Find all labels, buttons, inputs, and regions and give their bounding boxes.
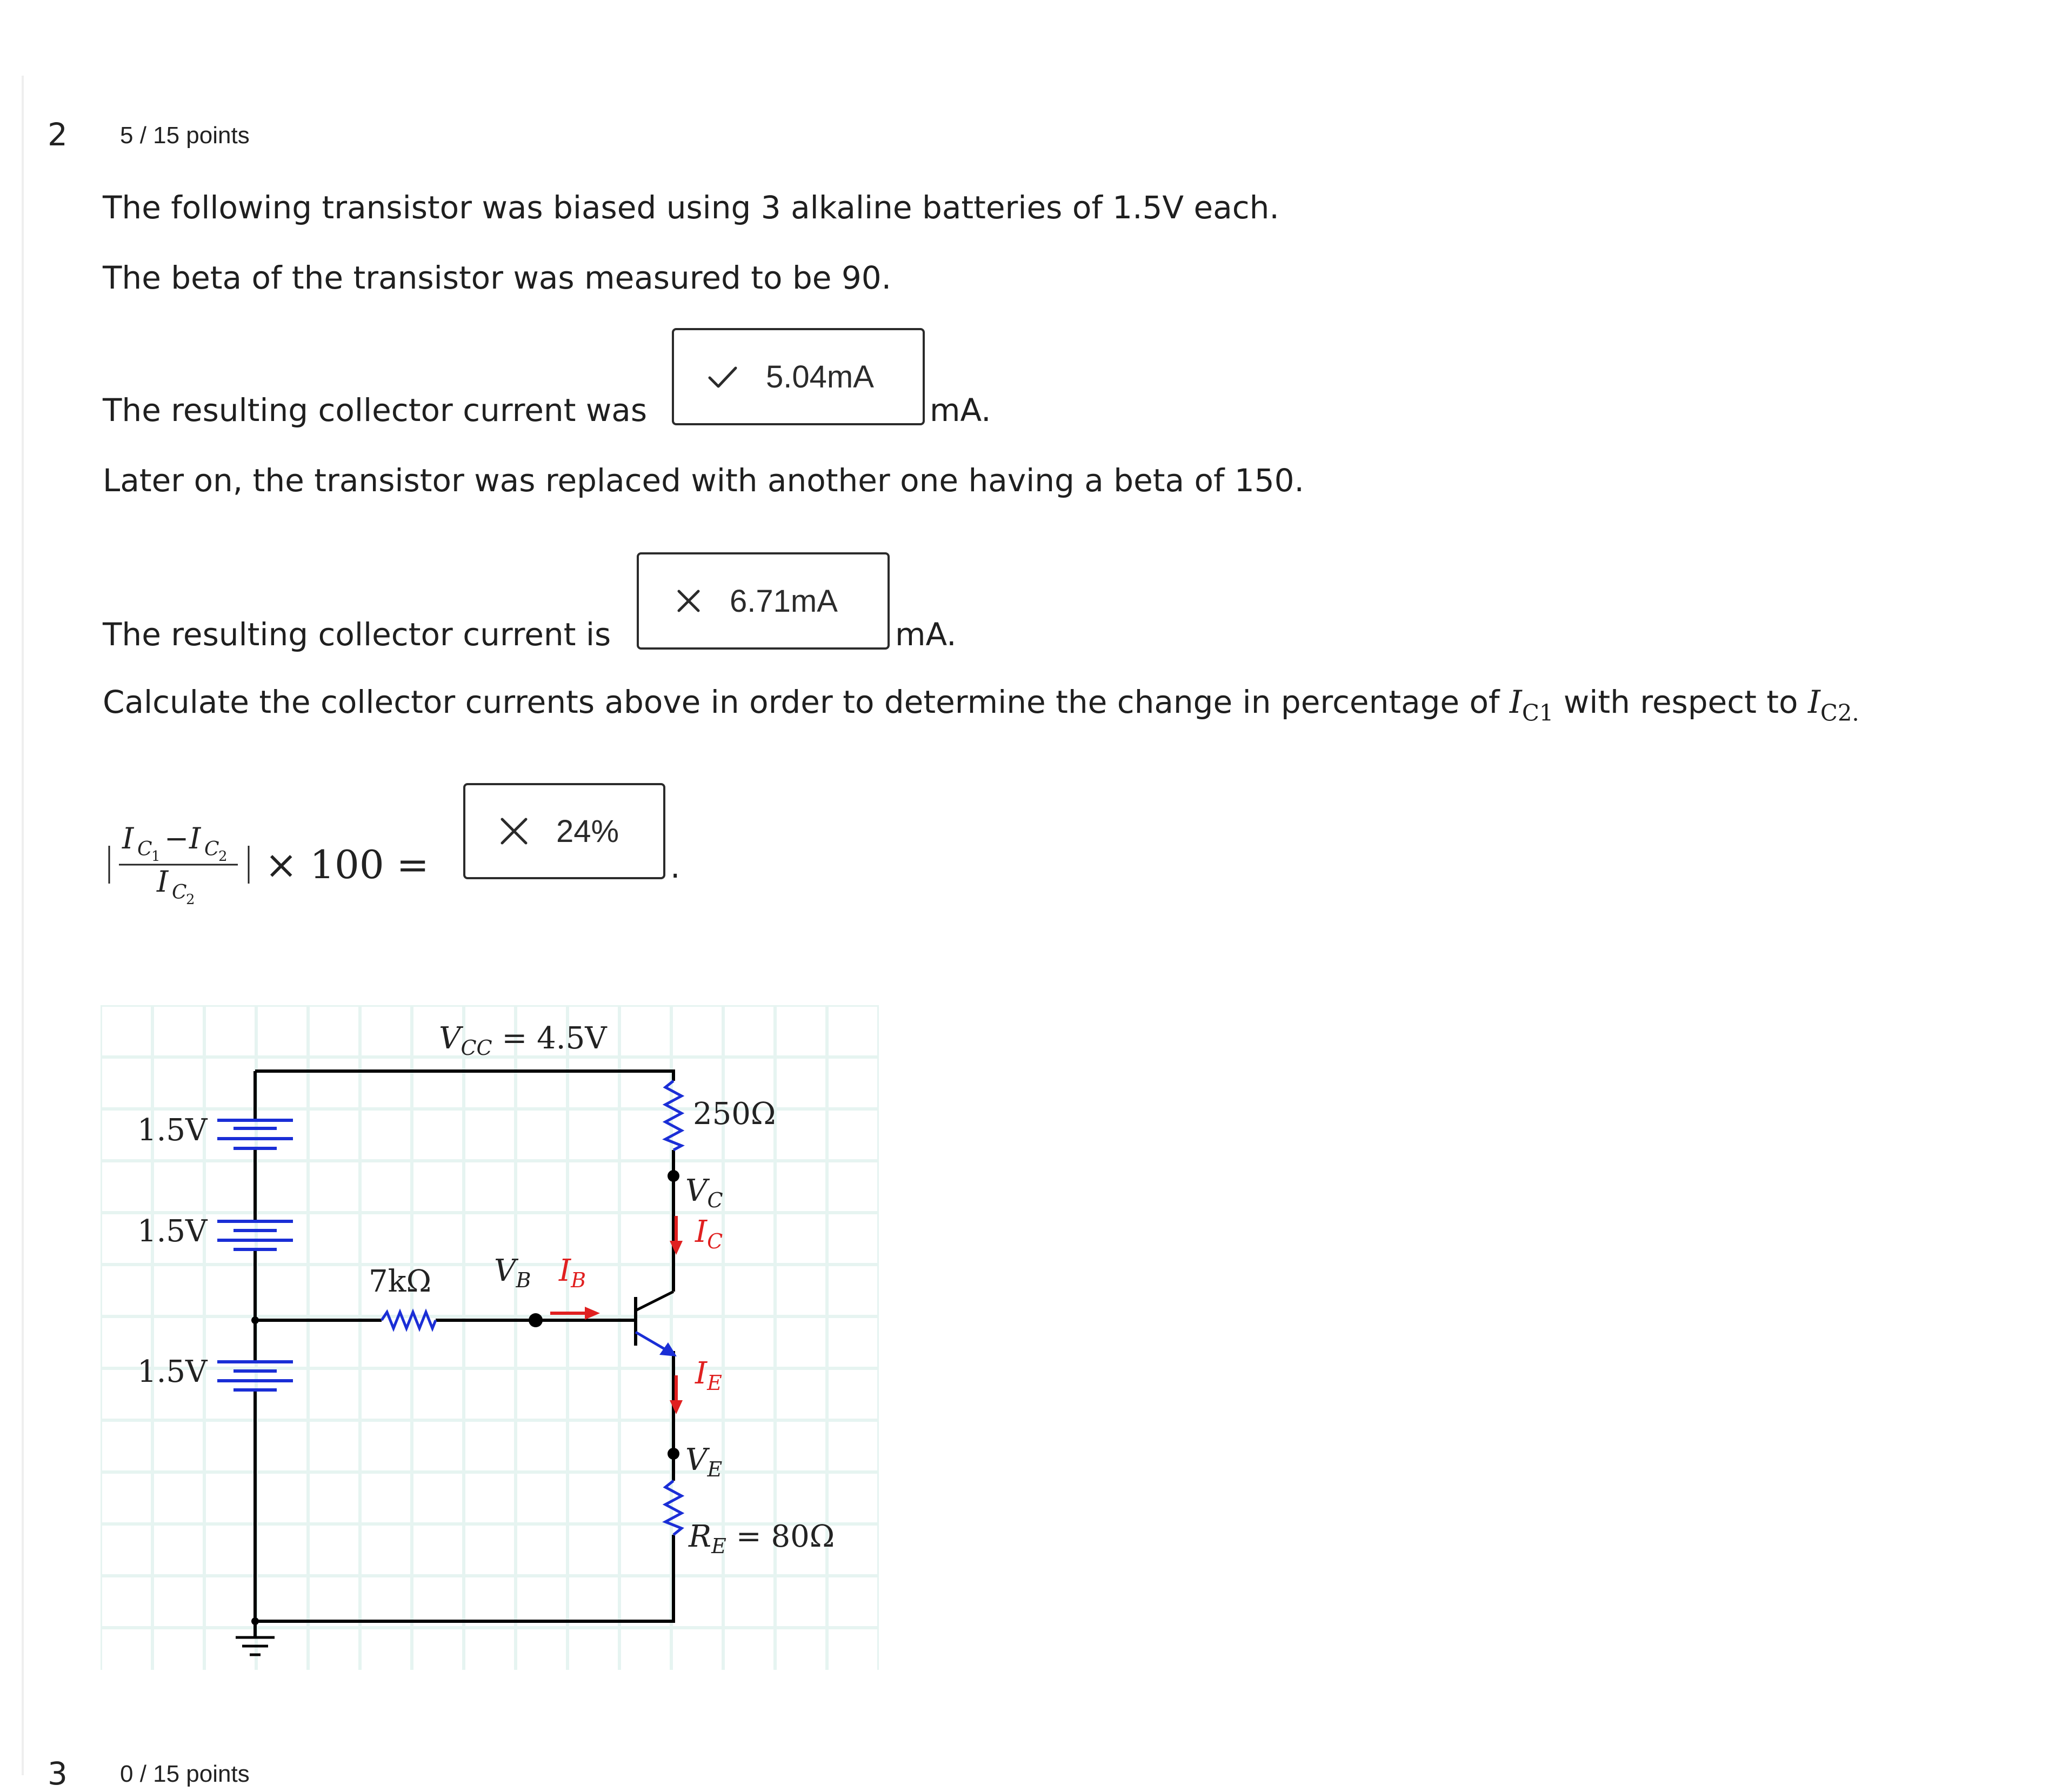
math-variable: $I_{C1}$ (1509, 684, 1554, 726)
formula-sub: C (172, 881, 187, 904)
formula-minus: − (164, 821, 189, 855)
ve-node (668, 1448, 679, 1460)
left-rule (22, 76, 24, 1775)
question-text-line: Later on, the transistor was replaced with another one having a beta of 150. (103, 462, 1304, 499)
vc-label: $V_C$ (685, 1173, 723, 1212)
answer-suffix: . (670, 848, 680, 885)
formula-numerator-a: I (122, 821, 134, 855)
formula-subsub: 1 (151, 848, 161, 865)
answer-value: 5.04mA (766, 359, 874, 394)
percentage-formula (103, 813, 438, 921)
answer-unit: mA. (930, 392, 991, 429)
question-points: 5 / 15 points (120, 122, 250, 149)
ic-label: $I_C$ (695, 1214, 723, 1253)
question-text: with respect to (1553, 684, 1808, 720)
vb-node (529, 1313, 543, 1327)
x-icon (672, 585, 705, 617)
answer-value: 24% (556, 813, 619, 849)
question-points: 0 / 15 points (120, 1761, 250, 1787)
battery-label: 1.5V (137, 1354, 208, 1389)
re-label: $R_E = 80\Omega$ (689, 1519, 835, 1558)
vb-label: $V_B$ (494, 1253, 531, 1292)
collector-resistor-label: 250Ω (693, 1096, 776, 1132)
answer-field-collector-current-1[interactable] (672, 328, 925, 425)
circuit-diagram (101, 1005, 879, 1670)
vcc-label: $V_{CC} = 4.5V$ (439, 1021, 607, 1060)
answer-field-collector-current-2[interactable] (637, 552, 890, 650)
ve-label: $V_E$ (685, 1442, 723, 1481)
formula-times: × 100 = (265, 842, 429, 887)
ib-label: $I_B$ (559, 1253, 586, 1292)
question-number: 3 (48, 1755, 68, 1792)
answer-unit: mA. (895, 616, 957, 653)
formula-subsub: 2 (218, 848, 228, 865)
answer-value: 6.71mA (730, 583, 838, 619)
formula-sub: C (137, 838, 152, 860)
battery-junction (251, 1316, 259, 1324)
check-icon (706, 360, 739, 393)
ground-junction (251, 1617, 259, 1625)
formula-sub: C (204, 838, 219, 860)
formula-subsub: 2 (186, 892, 195, 908)
question-number: 2 (48, 116, 68, 153)
answer-field-percentage[interactable] (463, 783, 665, 879)
question-text-line: The resulting collector current is (103, 616, 611, 653)
question-text-line (103, 684, 1859, 726)
question-text: Calculate the collector currents above in order to determine the change in percentage of (103, 684, 1510, 720)
emitter-resistor (665, 1481, 682, 1535)
formula-numerator-b: I (189, 821, 201, 855)
circuit-svg (101, 1005, 879, 1670)
question-text-line: The resulting collector current was (103, 392, 648, 429)
battery-label: 1.5V (137, 1113, 208, 1148)
vc-node (668, 1170, 679, 1182)
question-text-line: The beta of the transistor was measured to be 90. (103, 259, 892, 296)
formula-denominator: I (157, 865, 169, 899)
ie-label: $I_E$ (695, 1356, 722, 1395)
x-icon (498, 815, 530, 847)
collector-resistor (665, 1081, 682, 1150)
question-text-line: The following transistor was biased using 3 alkaline batteries of 1.5V each. (103, 189, 1279, 226)
base-resistor-label: 7kΩ (369, 1264, 431, 1299)
math-variable: $I_{C2.}$ (1807, 684, 1859, 726)
battery-label: 1.5V (137, 1214, 208, 1249)
base-resistor (382, 1312, 436, 1328)
